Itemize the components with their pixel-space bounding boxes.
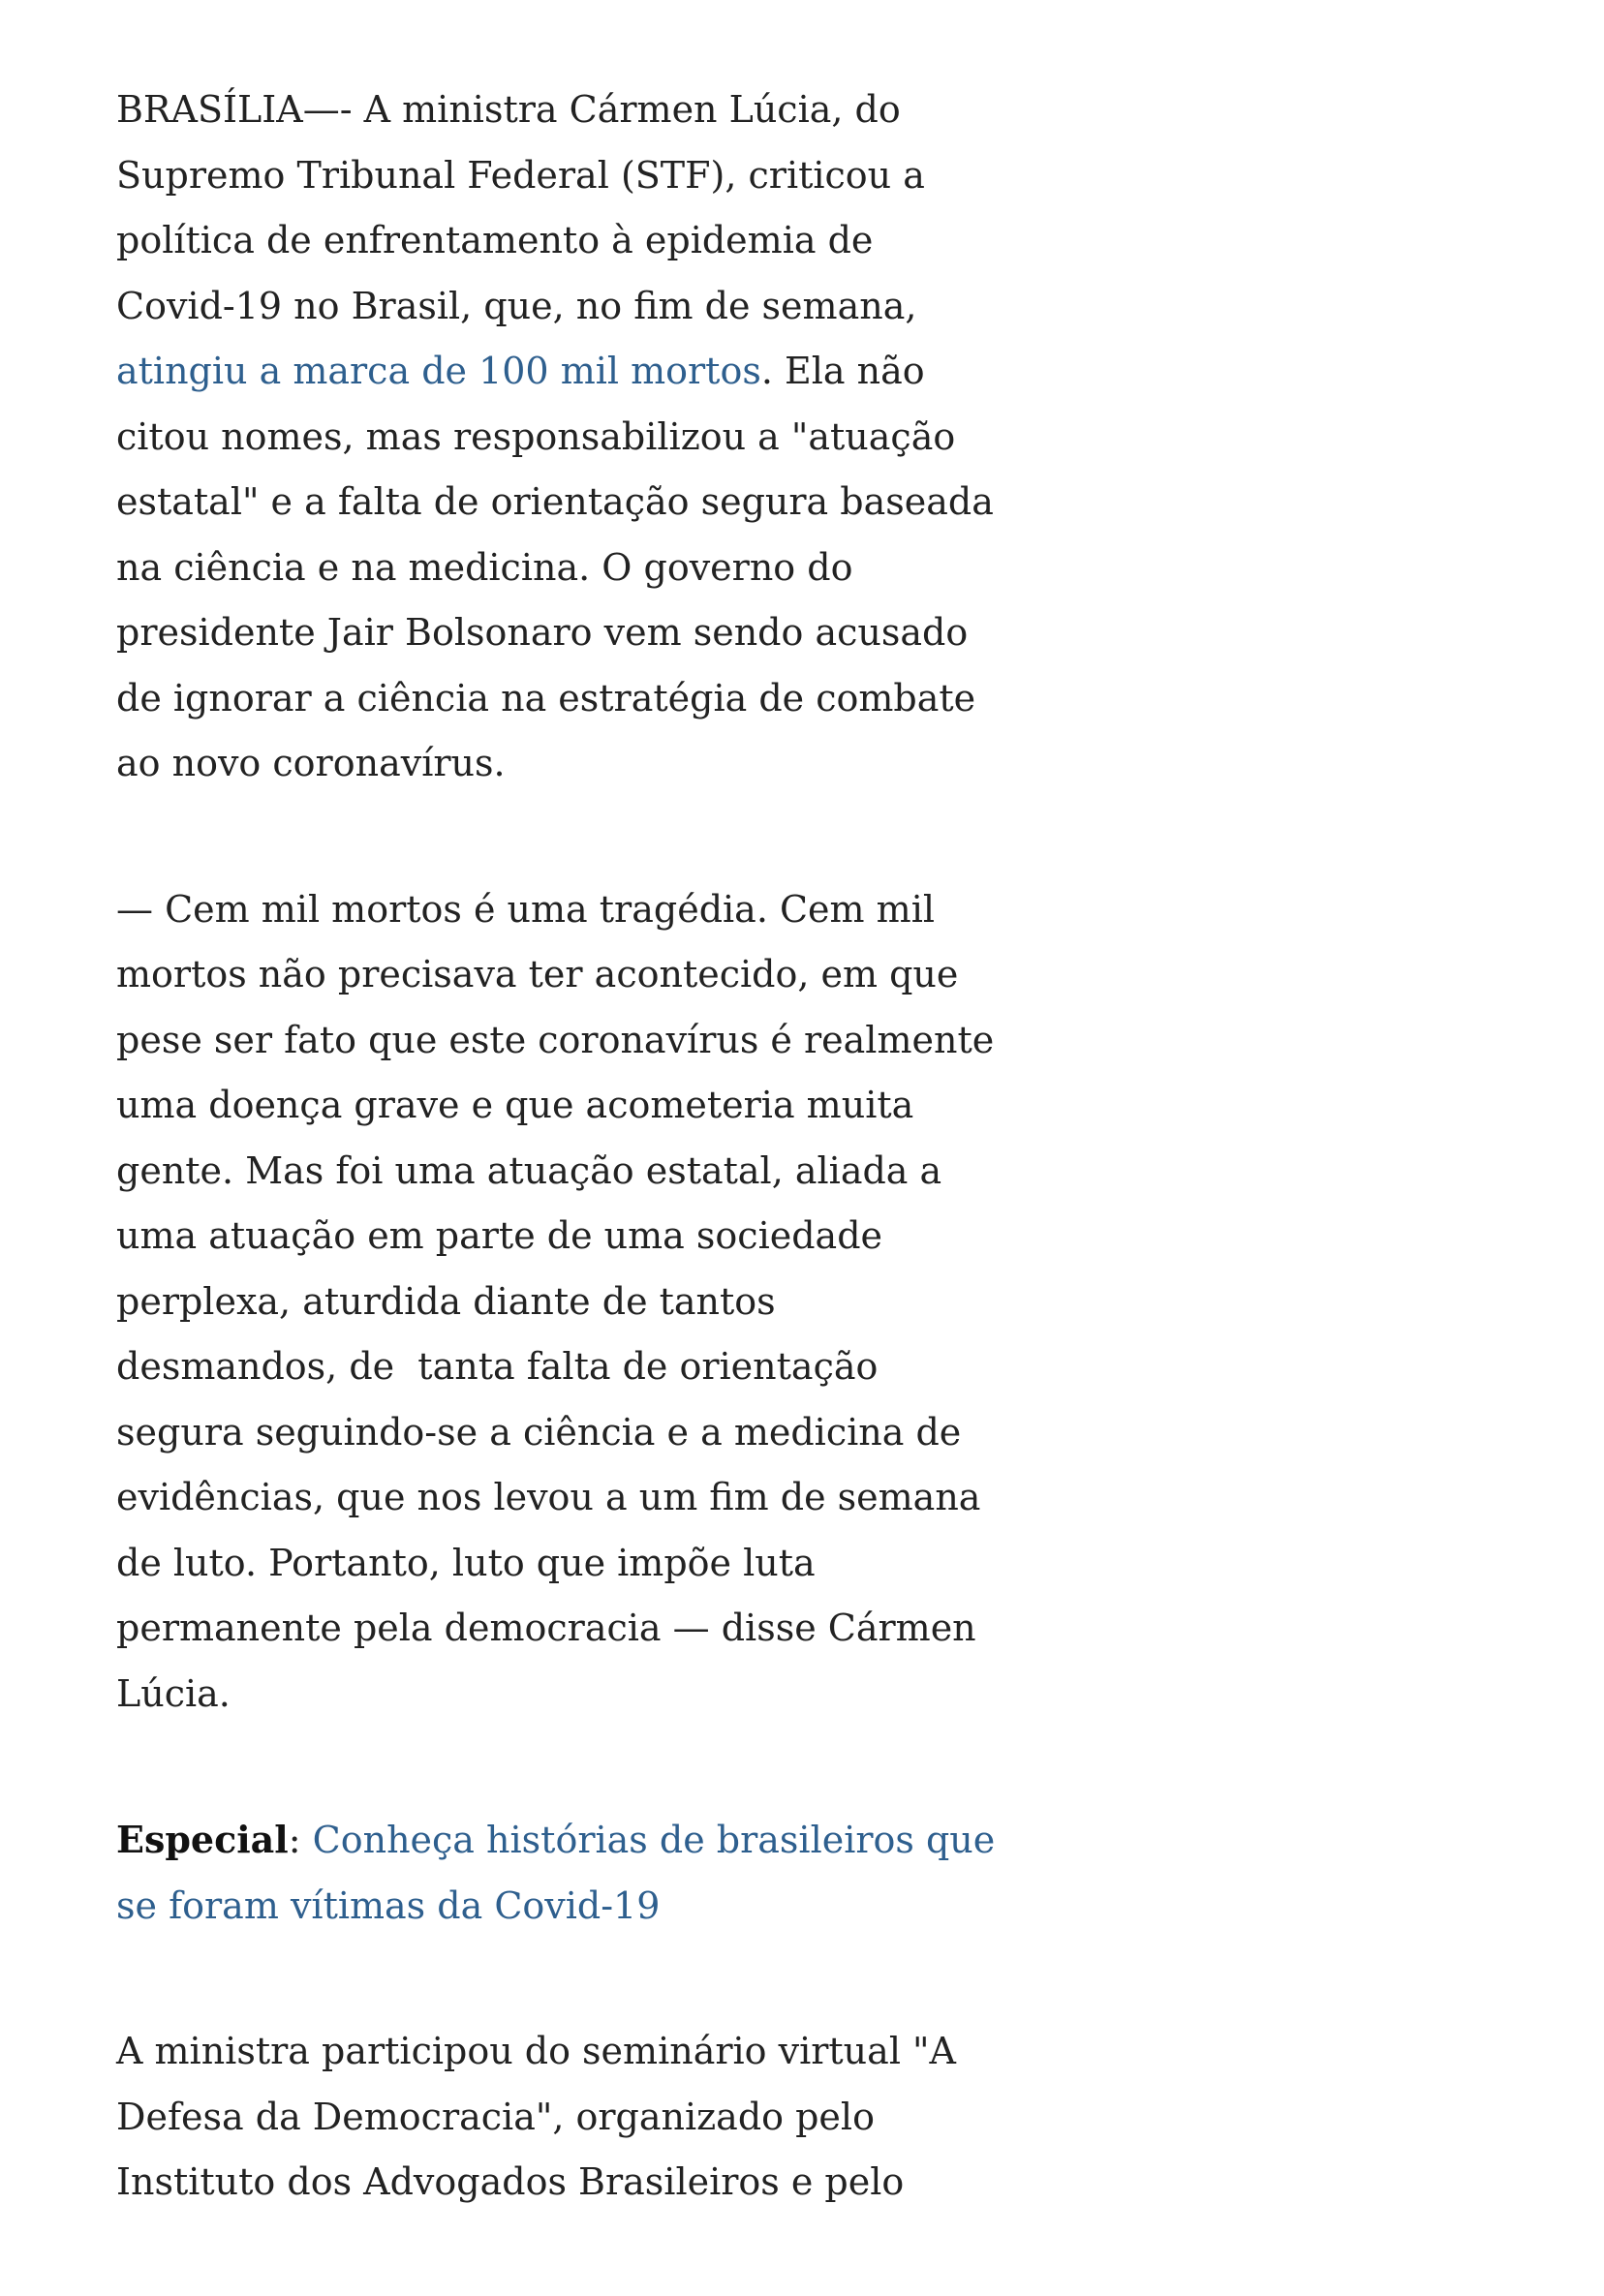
text-line: estatal" e a falta de orientação segura baseada	[116, 480, 994, 523]
special-line	[116, 1807, 996, 1874]
quote-line: mortos não precisava ter acontecido, em que	[116, 953, 959, 995]
text-line: ao novo coronavírus.	[116, 742, 506, 784]
quote-line: uma doença grave e que acometeria muita	[116, 1084, 914, 1126]
text-line: na ciência e na medicina. O governo do	[116, 545, 853, 589]
quote-line: Lúcia.	[116, 1671, 231, 1715]
quote-line: evidências, que nos levou a um fim de semana	[116, 1476, 981, 1518]
text-line-with-link	[116, 339, 988, 405]
quote-line: gente. Mas foi uma atuação estatal, aliada a	[116, 1148, 942, 1192]
text-line: Defesa da Democracia", organizado pelo	[116, 2095, 875, 2138]
quote-line: desmandos, de tanta falta de orientação	[116, 1345, 879, 1388]
text-line: Supremo Tribunal Federal (STF), criticou a	[116, 153, 925, 197]
article-paragraph-3	[116, 2019, 988, 2216]
text-line: BRASÍLIA—- A ministra Cármen Lúcia, do	[116, 88, 901, 131]
quote-line: de luto. Portanto, luto que impõe luta	[116, 1541, 816, 1584]
text-line: de ignorar a ciência na estratégia de combate	[116, 676, 976, 719]
special-callout	[116, 1807, 996, 1939]
quote-line: — Cem mil mortos é uma tragédia. Cem mil	[116, 887, 935, 931]
quote-line: segura seguindo-se a ciência e a medicina de	[116, 1410, 962, 1454]
text-line: Covid-19 no Brasil, que, no fim de semana,	[116, 284, 917, 327]
quote-line: perplexa, aturdida diante de tantos	[116, 1279, 776, 1323]
quote-line: pese ser fato que este coronavírus é realmente	[116, 1018, 995, 1061]
article-paragraph-1	[116, 77, 994, 797]
text-line: A ministra participou do seminário virtual "A	[116, 2030, 956, 2072]
quote-line: uma atuação em parte de uma sociedade	[116, 1214, 883, 1257]
quote-line: permanente pela democracia — disse Cármen	[116, 1607, 976, 1649]
text-line: Instituto dos Advogados Brasileiros e pelo	[116, 2160, 905, 2203]
text-line: presidente Jair Bolsonaro vem sendo acusado	[116, 611, 969, 654]
text-line: citou nomes, mas responsabilizou a "atuação	[116, 414, 956, 458]
article-paragraph-2	[116, 877, 995, 1728]
special-separator: :	[288, 1819, 313, 1861]
text-after-link: . Ela não	[760, 350, 925, 392]
special-link[interactable]: Conheça histórias de brasileiros que	[312, 1819, 996, 1861]
special-link-continued[interactable]: se foram vítimas da Covid-19	[116, 1883, 661, 1927]
text-line: política de enfrentamento à epidemia de	[116, 219, 874, 261]
special-label: Especial	[116, 1818, 289, 1861]
article-body	[116, 77, 996, 2296]
special-line	[116, 1874, 988, 1940]
deaths-milestone-link[interactable]: atingiu a marca de 100 mil mortos	[116, 350, 761, 392]
